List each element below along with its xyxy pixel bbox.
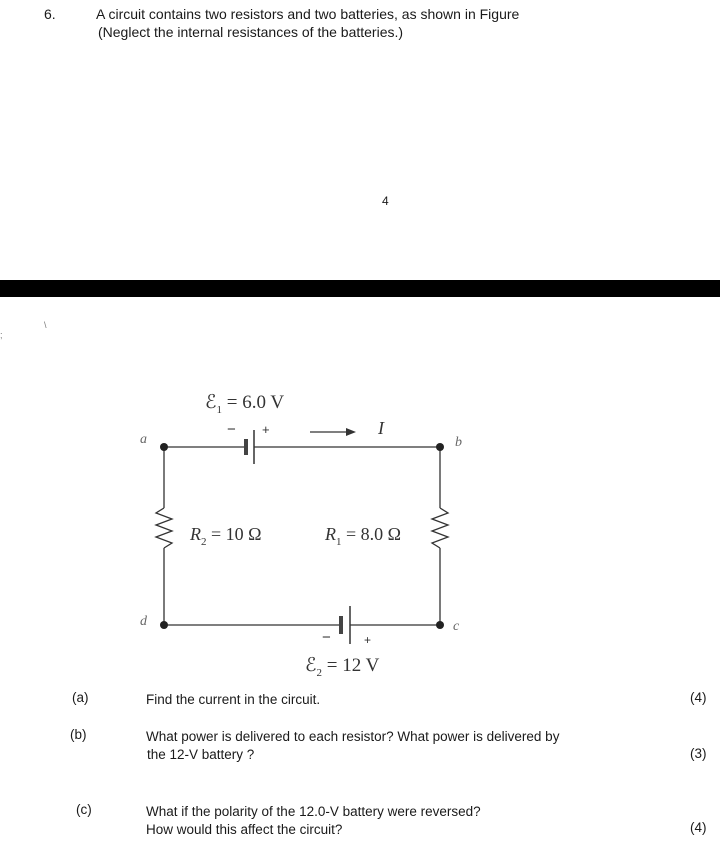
node-c-label: c <box>453 619 460 634</box>
node-c-dot <box>436 621 444 629</box>
r1-label: $R_1 = 8.0$ Ω <box>325 524 402 548</box>
part-b-marks: (3) <box>690 746 707 761</box>
stray-mark: ; <box>0 330 3 340</box>
resistor-r2-zigzag <box>156 508 172 548</box>
node-b-label: b <box>455 435 462 450</box>
part-c-text-line1: What if the polarity of the 12.0-V battery were reversed? <box>146 804 481 819</box>
node-d-dot <box>160 621 168 629</box>
emf1-label: ℰ$_1$ = 6.0 V <box>205 392 285 416</box>
resistor-r1-zigzag <box>432 508 448 548</box>
page-number: 4 <box>382 194 389 208</box>
part-b-text-line2: the 12-V battery ? <box>147 747 255 762</box>
question-number: 6. <box>44 6 56 22</box>
current-arrow-head <box>346 428 356 436</box>
question-text-line1: A circuit contains two resistors and two batteries, as shown in Figure <box>96 6 520 22</box>
part-b-text-line1: What power is delivered to each resistor? What power is delivered by <box>146 729 560 744</box>
part-c-label: (c) <box>76 802 92 817</box>
battery2-plus: + <box>364 633 372 647</box>
battery2-minus: − <box>322 629 331 646</box>
stray-mark: \ <box>44 320 47 330</box>
battery1-plus: + <box>262 422 270 437</box>
node-a-label: a <box>140 432 147 447</box>
battery1-minus: − <box>227 421 236 438</box>
part-b-label: (b) <box>70 727 87 742</box>
r2-label: $R_2 = 10$ Ω <box>190 524 262 548</box>
node-a-dot <box>160 443 168 451</box>
page-separator-bar <box>0 280 720 297</box>
node-d-label: d <box>140 614 147 629</box>
emf2-label: ℰ$_2$ = 12 V <box>305 655 380 679</box>
battery2-short-plate <box>339 616 343 634</box>
part-a-marks: (4) <box>690 690 707 705</box>
battery1-short-plate <box>244 439 248 455</box>
part-a-text: Find the current in the circuit. <box>146 692 321 707</box>
node-b-dot <box>436 443 444 451</box>
part-a-label: (a) <box>72 690 89 705</box>
part-c-marks: (4) <box>690 820 707 835</box>
current-label: I <box>378 418 384 438</box>
circuit-diagram <box>120 380 480 680</box>
question-text-line2: (Neglect the internal resistances of the batteries.) <box>98 24 404 40</box>
part-c-text-line2: How would this affect the circuit? <box>146 822 343 837</box>
